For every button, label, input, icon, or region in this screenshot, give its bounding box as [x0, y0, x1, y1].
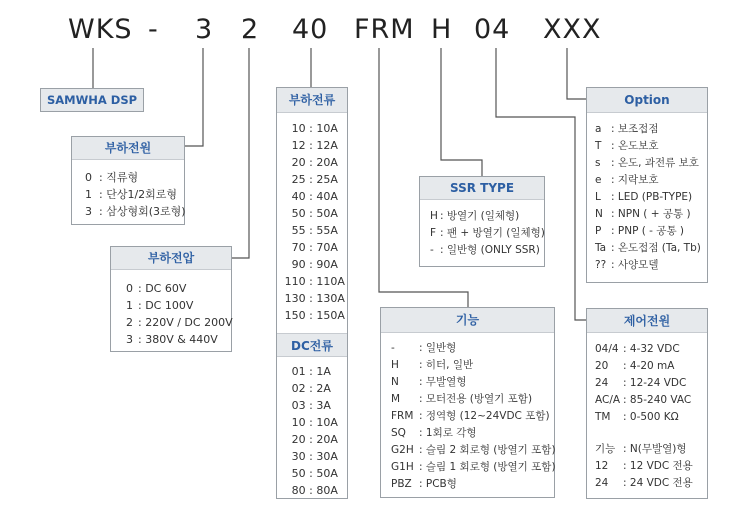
control-power-extra-item: 12 : 12 VDC 전용: [595, 460, 693, 472]
function-item: SQ : 1회로 각형: [391, 427, 477, 439]
option-item: Ta : 온도접점 (Ta, Tb): [595, 242, 701, 254]
load-current-item: 90 : 90A: [291, 258, 338, 271]
option-item: ?? : 사양모델: [595, 259, 659, 271]
control-power-box: [586, 308, 708, 499]
code-part-load-current: 40: [292, 14, 329, 45]
load-current-item: 130 : 130A: [284, 292, 345, 305]
load-current-item: 12 : 12A: [291, 139, 338, 152]
option-item: L : LED (PB-TYPE): [595, 191, 693, 203]
load-voltage-item: 2 : 220V / DC 200V: [126, 316, 233, 329]
option-title: Option: [587, 88, 707, 113]
power-supply-item: 1 : 단상1/2회로형: [85, 188, 178, 201]
control-power-extra-item: 24 : 24 VDC 전용: [595, 477, 693, 489]
code-part-power-supply: 3: [195, 14, 214, 45]
dc-current-item: 50 : 50A: [291, 467, 338, 480]
control-power-title: 제어전원: [587, 309, 707, 333]
code-part-control-power: 04: [474, 14, 511, 45]
code-part-dash: -: [148, 14, 159, 45]
load-voltage-item: 0 : DC 60V: [126, 282, 187, 295]
code-part-load-voltage: 2: [241, 14, 260, 45]
dc-current-title: DC전류: [277, 333, 347, 357]
load-current-item: 20 : 20A: [291, 156, 338, 169]
load-voltage-title: 부하전압: [111, 247, 231, 270]
ssr-type-title: SSR TYPE: [420, 177, 544, 200]
ssr-type-item: F : 팬 + 방열기 (일체형): [430, 227, 545, 239]
power-supply-title: 부하전원: [72, 137, 184, 160]
option-item: N : NPN ( + 공통 ): [595, 208, 691, 220]
code-part-ssr-type: H: [431, 14, 453, 45]
option-item: T : 온도보호: [595, 140, 659, 152]
load-current-item: 150 : 150A: [284, 309, 345, 322]
power-supply-item: 3 : 삼상형회(3로형): [85, 205, 186, 218]
control-power-item: 04/4 : 4-32 VDC: [595, 343, 680, 355]
ssr-type-item: - : 일반형 (ONLY SSR): [430, 244, 540, 256]
samwha-label: SAMWHA DSP: [46, 93, 138, 107]
function-item: PBZ : PCB형: [391, 478, 457, 490]
option-box: [586, 87, 708, 283]
dc-current-item: 80 : 80A: [291, 484, 338, 497]
control-power-item: TM : 0-500 KΩ: [595, 411, 679, 423]
control-power-spacer: [595, 426, 707, 441]
load-current-item: 25 : 25A: [291, 173, 338, 186]
dc-current-item: 01 : 1A: [291, 365, 331, 378]
code-part-function: FRM: [354, 14, 415, 45]
function-title: 기능: [381, 308, 554, 333]
load-current-item: 110 : 110A: [284, 275, 345, 288]
load-voltage-item: 3 : 380V & 440V: [126, 333, 218, 346]
option-item: a : 보조접점: [595, 123, 659, 135]
load-current-box: [276, 87, 348, 499]
function-item: G1H : 슬림 1 회로형 (방열기 포함): [391, 461, 556, 473]
samwha-box: [40, 88, 144, 112]
control-power-item: 24 : 12-24 VDC: [595, 377, 687, 389]
load-current-item: 70 : 70A: [291, 241, 338, 254]
dc-current-item: 20 : 20A: [291, 433, 338, 446]
code-part-model: WKS: [68, 14, 133, 45]
function-box: [380, 307, 555, 498]
control-power-item: 20 : 4-20 mA: [595, 360, 675, 372]
control-power-extra-item: 기능 : N(무발열)형: [595, 443, 687, 455]
load-voltage-box: [110, 246, 232, 352]
load-current-item: 10 : 10A: [291, 122, 338, 135]
function-item: - : 일반형: [391, 342, 457, 354]
function-item: N : 무발열형: [391, 376, 467, 388]
load-current-item: 40 : 40A: [291, 190, 338, 203]
dc-current-item: 03 : 3A: [291, 399, 331, 412]
code-part-option: XXX: [543, 14, 602, 45]
dc-current-item: 30 : 30A: [291, 450, 338, 463]
dc-current-item: 02 : 2A: [291, 382, 331, 395]
load-current-item: 50 : 50A: [291, 207, 338, 220]
load-current-title: 부하전류: [277, 88, 347, 113]
load-current-item: 55 : 55A: [291, 224, 338, 237]
power-supply-item: 0 : 직류형: [85, 171, 139, 184]
load-voltage-item: 1 : DC 100V: [126, 299, 194, 312]
ssr-type-item: H : 방열기 (일체형): [430, 210, 520, 222]
control-power-item: AC/A : 85-240 VAC: [595, 394, 692, 406]
dc-current-item: 10 : 10A: [291, 416, 338, 429]
option-item: e : 지락보호: [595, 174, 659, 186]
power-supply-box: [71, 136, 185, 225]
function-item: FRM : 정역형 (12~24VDC 포함): [391, 410, 550, 422]
function-item: G2H : 슬림 2 회로형 (방열기 포함): [391, 444, 556, 456]
ssr-type-box: [419, 176, 545, 267]
function-item: M : 모터전용 (방열기 포함): [391, 393, 533, 405]
option-item: P : PNP ( - 공통 ): [595, 225, 685, 237]
option-item: s : 온도, 과전류 보호: [595, 157, 699, 169]
function-item: H : 히터, 일반: [391, 359, 474, 371]
